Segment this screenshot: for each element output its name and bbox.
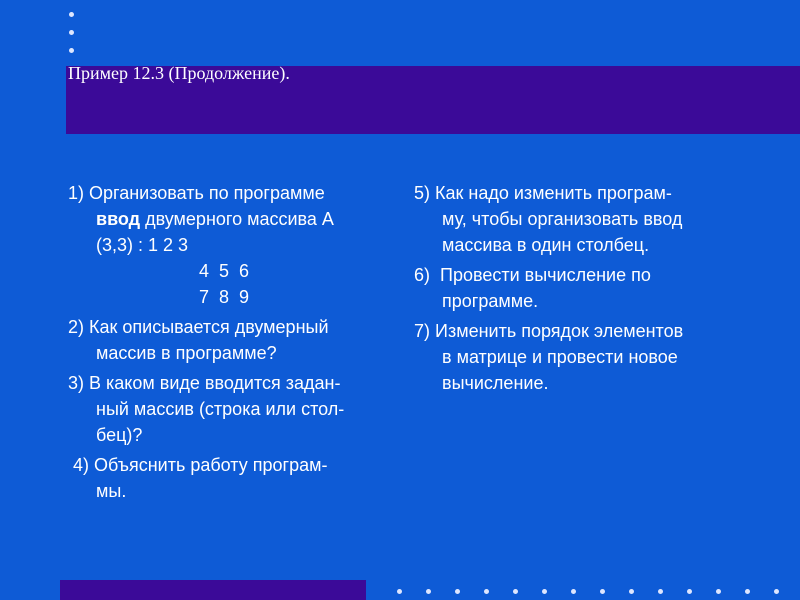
item-6-line-2: программе. bbox=[442, 291, 539, 311]
item-5-line-2: му, чтобы организовать ввод bbox=[442, 209, 683, 229]
item-1-line-2-rest: двумерного массива А bbox=[140, 209, 334, 229]
item-3-line-3: бец)? bbox=[96, 425, 143, 445]
decor-dot bbox=[69, 12, 74, 17]
list-item-2 bbox=[68, 314, 408, 366]
item-7-line-3: вычисление. bbox=[442, 373, 549, 393]
decor-dot bbox=[542, 589, 547, 594]
item-1-line-1: 1) Организовать по программе bbox=[68, 183, 325, 203]
list-item-3 bbox=[68, 370, 408, 448]
decor-dot bbox=[69, 30, 74, 35]
decor-dot bbox=[600, 589, 605, 594]
decor-dot bbox=[774, 589, 779, 594]
decor-dot bbox=[484, 589, 489, 594]
decor-dot bbox=[745, 589, 750, 594]
item-1-bold-word: ввод bbox=[96, 209, 141, 229]
item-5-line-3: массива в один столбец. bbox=[442, 235, 650, 255]
item-7-line-2: в матрице и провести новое bbox=[442, 347, 678, 367]
matrix-row-2: 4 5 6 bbox=[199, 261, 250, 281]
decor-dot bbox=[455, 589, 460, 594]
matrix-row-3: 7 8 9 bbox=[199, 287, 250, 307]
right-column bbox=[414, 180, 774, 400]
decor-dot bbox=[658, 589, 663, 594]
slide-title: Пример 12.3 (Продолжение). bbox=[68, 63, 290, 83]
item-4-line-1: 4) Объяснить работу програм- bbox=[68, 455, 328, 475]
decor-dot bbox=[513, 589, 518, 594]
item-6-line-1: 6) Провести вычисление по bbox=[414, 265, 651, 285]
decor-dot bbox=[629, 589, 634, 594]
left-column bbox=[68, 180, 408, 508]
list-item-5 bbox=[414, 180, 774, 258]
item-1-line-3: (3,3) : 1 2 3 bbox=[96, 235, 189, 255]
list-item-6 bbox=[414, 262, 774, 314]
decor-dot bbox=[69, 48, 74, 53]
item-2-line-2: массив в программе? bbox=[96, 343, 277, 363]
bottom-band bbox=[60, 580, 366, 600]
list-item-1 bbox=[68, 180, 408, 310]
list-item-4 bbox=[68, 452, 408, 504]
item-1-line-2 bbox=[68, 206, 408, 232]
decor-dot bbox=[426, 589, 431, 594]
item-2-line-1: 2) Как описывается двумерный bbox=[68, 317, 329, 337]
decor-dot bbox=[687, 589, 692, 594]
decor-dot bbox=[397, 589, 402, 594]
item-3-line-2: ный массив (строка или стол- bbox=[96, 399, 345, 419]
item-5-line-1: 5) Как надо изменить програм- bbox=[414, 183, 672, 203]
item-4-line-2: мы. bbox=[96, 481, 127, 501]
item-3-line-1: 3) В каком виде вводится задан- bbox=[68, 373, 341, 393]
list-item-7 bbox=[414, 318, 774, 396]
decor-dot bbox=[716, 589, 721, 594]
item-7-line-1: 7) Изменить порядок элементов bbox=[414, 321, 684, 341]
decor-dot bbox=[571, 589, 576, 594]
